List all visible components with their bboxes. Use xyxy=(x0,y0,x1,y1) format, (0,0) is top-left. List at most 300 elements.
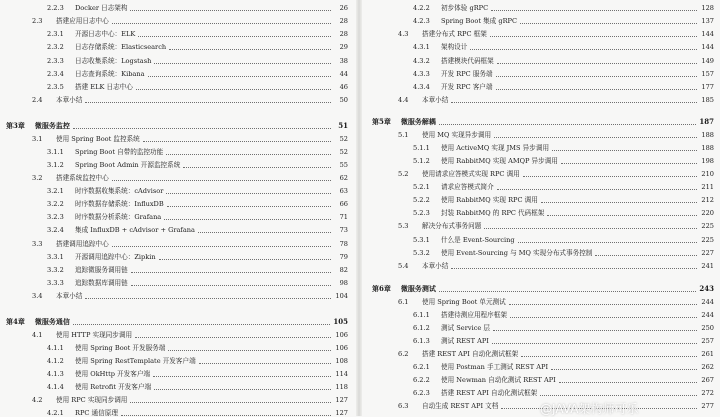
toc-entry-number: 2.3.5 xyxy=(47,83,64,91)
toc-entry-title: 微服务解耦 xyxy=(400,118,436,126)
toc-entry-title: 集成 InfluxDB + cAdvisor + Grafana xyxy=(75,226,195,234)
toc-entry-page: 227 xyxy=(701,249,714,257)
toc-entry-sub xyxy=(6,69,348,79)
toc-entry-section xyxy=(6,395,348,405)
toc-entry-number: 5.1.2 xyxy=(413,157,430,165)
dot-leader xyxy=(136,88,331,90)
toc-entry-number: 4.1.3 xyxy=(47,370,64,378)
toc-entry-page: 28 xyxy=(339,30,348,38)
toc-entry-number: 4.4 xyxy=(398,96,409,104)
toc-entry-number: 4.3.1 xyxy=(413,43,430,51)
toc-entry-page: 38 xyxy=(339,57,348,65)
toc-entry-page: 62 xyxy=(339,174,348,182)
toc-entry-section xyxy=(372,297,714,307)
toc-entry-section xyxy=(372,221,714,231)
toc-entry-page: 50 xyxy=(339,96,348,104)
dot-leader xyxy=(559,381,697,383)
toc-entry-title: 追踪微服务调用链 xyxy=(75,266,128,274)
book-gutter xyxy=(356,0,362,416)
dot-leader xyxy=(540,394,697,396)
toc-entry-number: 3.4 xyxy=(32,292,43,300)
dot-leader xyxy=(164,218,331,220)
toc-entry-title: 开源调用追踪中心：Zipkin xyxy=(75,253,156,261)
toc-entry-section xyxy=(372,261,714,271)
toc-entry-title: 开发 RPC 服务端 xyxy=(441,70,493,78)
toc-entry-sub xyxy=(6,212,348,222)
toc-entry-page: 108 xyxy=(335,357,348,365)
toc-entry-title: 本章小结 xyxy=(422,96,449,104)
dot-leader xyxy=(510,316,697,318)
toc-entry-page: 82 xyxy=(339,266,348,274)
toc-entry-number: 6.1.3 xyxy=(413,337,430,345)
dot-leader xyxy=(520,22,697,24)
toc-entry-title: 什么是 Event-Sourcing xyxy=(441,236,515,244)
toc-entry-page: 106 xyxy=(335,331,348,339)
dot-leader xyxy=(198,231,331,233)
toc-entry-title: Docker 日志架构 xyxy=(75,4,128,12)
toc-entry-number: 3.3.2 xyxy=(47,266,64,274)
toc-entry-number: 5.2.3 xyxy=(413,209,430,217)
dot-leader xyxy=(492,342,697,344)
toc-entry-title: Spring Boot Admin 开源监控系统 xyxy=(75,161,181,169)
dot-leader xyxy=(73,323,331,325)
toc-entry-title: 搭建应用日志中心 xyxy=(56,17,109,25)
toc-entry-page: 211 xyxy=(701,183,714,191)
toc-entry-page: 106 xyxy=(335,344,348,352)
toc-entry-number: 第3章 xyxy=(6,121,25,130)
toc-entry-page: 66 xyxy=(339,200,348,208)
dot-leader xyxy=(154,62,331,64)
toc-entry-page: 29 xyxy=(339,43,348,51)
toc-entry-number: 5.2 xyxy=(398,170,409,178)
toc-entry-page: 262 xyxy=(701,363,714,371)
dot-leader xyxy=(166,192,331,194)
toc-entry-title: 使用请求应答模式实现 RPC 调用 xyxy=(422,170,520,178)
toc-entry-page: 128 xyxy=(701,4,714,12)
toc-entry-sub xyxy=(6,42,348,52)
dot-leader xyxy=(131,284,331,286)
toc-entry-page: 225 xyxy=(701,222,714,230)
toc-entry-page: 144 xyxy=(701,30,714,38)
toc-entry-sub xyxy=(372,16,714,26)
dot-leader xyxy=(168,349,331,351)
toc-entry-page: 272 xyxy=(701,389,714,397)
toc-entry-sub xyxy=(6,186,348,196)
toc-entry-number: 3.3 xyxy=(32,240,43,248)
toc-entry-page: 26 xyxy=(339,4,348,12)
dot-leader xyxy=(166,153,331,155)
toc-entry-page: 79 xyxy=(339,253,348,261)
toc-entry-number: 6.2.1 xyxy=(413,363,430,371)
toc-entry-title: 架构设计 xyxy=(441,43,468,51)
dot-leader xyxy=(183,166,331,168)
toc-entry-number: 2.2.3 xyxy=(47,4,64,12)
toc-entry-chapter xyxy=(6,317,348,327)
toc-entry-number: 3.1.2 xyxy=(47,161,64,169)
dot-leader xyxy=(595,254,697,256)
toc-entry-number: 3.1.1 xyxy=(47,148,64,156)
dot-leader xyxy=(153,375,331,377)
dot-leader xyxy=(523,175,697,177)
toc-entry-sub xyxy=(6,29,348,39)
toc-entry-title: 使用 ActiveMQ 实现 JMS 异步调用 xyxy=(441,144,550,152)
toc-entry-page: 198 xyxy=(701,157,714,165)
toc-entry-sub xyxy=(6,369,348,379)
toc-entry-number: 5.3.2 xyxy=(413,249,430,257)
toc-entry-page: 157 xyxy=(701,70,714,78)
toc-entry-sub xyxy=(6,265,348,275)
dot-leader xyxy=(497,188,697,190)
toc-entry-section xyxy=(6,173,348,183)
toc-entry-section xyxy=(372,29,714,39)
toc-entry-title: 自动生成 REST API 文档 xyxy=(422,402,499,410)
dot-leader xyxy=(521,355,697,357)
toc-entry-number: 第4章 xyxy=(6,317,25,326)
toc-entry-number: 5.1.1 xyxy=(413,144,430,152)
toc-entry-title: 日志查询系统：Kibana xyxy=(75,70,145,78)
toc-entry-title: 时序数据存储系统：InfluxDB xyxy=(75,200,164,208)
toc-entry-page: 257 xyxy=(701,337,714,345)
toc-entry-title: RPC 通信原理 xyxy=(75,409,118,416)
toc-entry-title: 本章小结 xyxy=(56,292,83,300)
toc-entry-title: 搭建调用追踪中心 xyxy=(56,240,109,248)
toc-entry-page: 55 xyxy=(339,161,348,169)
toc-entry-number: 4.3 xyxy=(398,30,409,38)
toc-entry-sub xyxy=(6,408,348,416)
toc-entry-title: 微服务测试 xyxy=(400,285,436,293)
toc-entry-page: 78 xyxy=(339,240,348,248)
dot-leader xyxy=(159,258,331,260)
toc-entry-page: 185 xyxy=(701,96,714,104)
toc-entry-number: 4.3.3 xyxy=(413,70,430,78)
toc-entry-page: 44 xyxy=(339,70,348,78)
toc-entry-title: 测试 Service 层 xyxy=(441,324,490,332)
toc-entry-section xyxy=(6,239,348,249)
toc-entry-number: 4.2 xyxy=(32,396,43,404)
toc-entry-number: 3.2.2 xyxy=(47,200,64,208)
dot-leader xyxy=(73,127,331,129)
toc-entry-number: 2.3 xyxy=(32,17,43,25)
toc-entry-page: 137 xyxy=(701,17,714,25)
toc-entry-sub xyxy=(372,69,714,79)
toc-entry-sub xyxy=(6,343,348,353)
toc-entry-section xyxy=(6,330,348,340)
toc-entry-number: 5.3.1 xyxy=(413,236,430,244)
toc-entry-number: 6.1 xyxy=(398,298,409,306)
dot-leader xyxy=(561,162,697,164)
toc-entry-chapter xyxy=(6,121,348,131)
toc-entry-sub xyxy=(372,388,714,398)
toc-entry-number: 6.2 xyxy=(398,350,409,358)
toc-entry-page: 261 xyxy=(701,350,714,358)
toc-entry-chapter xyxy=(372,284,714,294)
toc-entry-page: 98 xyxy=(339,279,348,287)
toc-entry-number: 6.1.2 xyxy=(413,324,430,332)
toc-entry-page: 188 xyxy=(701,131,714,139)
toc-entry-title: Spring Boot 自带的监控功能 xyxy=(75,148,164,156)
toc-entry-title: 初步体验 gRPC xyxy=(441,4,489,12)
toc-entry-number: 4.1.1 xyxy=(47,344,64,352)
toc-entry-title: 搭建 REST API 自动化测试框架 xyxy=(422,350,519,358)
toc-entry-page: 71 xyxy=(339,213,348,221)
toc-entry-page: 73 xyxy=(339,226,348,234)
toc-entry-title: 本章小结 xyxy=(56,96,83,104)
toc-entry-title: 使用 OkHttp 开发客户端 xyxy=(75,370,151,378)
toc-entry-title: 搭建系统监控中心 xyxy=(56,174,109,182)
dot-leader xyxy=(494,136,697,138)
dot-leader xyxy=(541,201,697,203)
toc-entry-title: 使用 Newman 自动化测试 REST API xyxy=(441,376,556,384)
toc-entry-sub xyxy=(372,195,714,205)
toc-entry-sub xyxy=(6,147,348,157)
toc-entry-title: 使用 Spring Boot 开发服务端 xyxy=(75,344,166,352)
toc-entry-number: 2.4 xyxy=(32,96,43,104)
toc-entry-sub xyxy=(6,225,348,235)
dot-leader xyxy=(148,75,331,77)
dot-leader xyxy=(451,267,697,269)
toc-entry-page: 244 xyxy=(701,311,714,319)
toc-entry-section xyxy=(6,291,348,301)
dot-leader xyxy=(130,401,331,403)
toc-entry-page: 244 xyxy=(701,298,714,306)
toc-entry-title: 使用 Postman 手工测试 REST API xyxy=(441,363,549,371)
toc-entry-page: 127 xyxy=(335,396,348,404)
toc-entry-number: 3.3.1 xyxy=(47,253,64,261)
toc-entry-title: 使用 Spring Boot 监控系统 xyxy=(56,135,140,143)
toc-entry-number: 5.4 xyxy=(398,262,409,270)
toc-entry-title: 测试 REST API xyxy=(441,337,489,345)
toc-entry-sub xyxy=(372,235,714,245)
toc-entry-page: 243 xyxy=(699,284,714,293)
toc-entry-sub xyxy=(6,199,348,209)
dot-leader xyxy=(509,303,697,305)
dot-leader xyxy=(85,101,331,103)
toc-entry-sub xyxy=(6,82,348,92)
toc-entry-page: 46 xyxy=(339,83,348,91)
toc-entry-number: 6.2.2 xyxy=(413,376,430,384)
toc-entry-number: 4.2.1 xyxy=(47,409,64,416)
dot-leader xyxy=(451,101,697,103)
toc-entry-sub xyxy=(372,56,714,66)
toc-entry-sub xyxy=(6,356,348,366)
toc-entry-number: 4.2.2 xyxy=(413,4,430,12)
toc-entry-title: 追踪数据库调用链 xyxy=(75,279,128,287)
toc-entry-sub xyxy=(372,310,714,320)
toc-entry-sub xyxy=(372,42,714,52)
toc-entry-page: 104 xyxy=(335,292,348,300)
toc-entry-number: 3.2.4 xyxy=(47,226,64,234)
toc-entry-number: 5.2.2 xyxy=(413,196,430,204)
toc-entry-number: 2.3.2 xyxy=(47,43,64,51)
toc-entry-number: 第6章 xyxy=(372,284,391,293)
toc-right-page xyxy=(372,0,714,416)
toc-entry-title: 搭建模块代码框架 xyxy=(441,57,494,65)
toc-entry-title: 搭建 REST API 自动化测试框架 xyxy=(441,389,538,397)
toc-entry-sub xyxy=(6,160,348,170)
dot-leader xyxy=(497,62,697,64)
toc-entry-sub xyxy=(372,143,714,153)
toc-entry-title: 本章小结 xyxy=(422,262,449,270)
dot-leader xyxy=(551,368,697,370)
toc-entry-sub xyxy=(372,156,714,166)
toc-left-page xyxy=(6,0,348,416)
toc-entry-title: 解决分布式事务问题 xyxy=(422,222,482,230)
toc-entry-number: 3.2 xyxy=(32,174,43,182)
dot-leader xyxy=(439,290,697,292)
toc-entry-number: 6.2.3 xyxy=(413,389,430,397)
toc-entry-section xyxy=(372,130,714,140)
toc-entry-page: 277 xyxy=(701,402,714,410)
toc-entry-sub xyxy=(6,382,348,392)
dot-leader xyxy=(138,35,331,37)
toc-entry-page: 28 xyxy=(339,17,348,25)
dot-leader xyxy=(169,48,331,50)
toc-entry-page: 187 xyxy=(699,117,714,126)
toc-entry-number: 3.2.1 xyxy=(47,187,64,195)
toc-entry-number: 4.3.4 xyxy=(413,83,430,91)
dot-leader xyxy=(470,48,697,50)
toc-entry-title: 使用 Spring RestTemplate 开发客户端 xyxy=(75,357,196,365)
toc-entry-title: 使用 HTTP 实现同步调用 xyxy=(56,331,133,339)
toc-entry-title: 微服务监控 xyxy=(34,122,70,130)
dot-leader xyxy=(491,9,697,11)
toc-entry-section xyxy=(372,169,714,179)
toc-entry-page: 241 xyxy=(701,262,714,270)
toc-entry-section xyxy=(372,349,714,359)
toc-entry-page: 225 xyxy=(701,236,714,244)
toc-entry-title: 时序数据收集系统：cAdvisor xyxy=(75,187,164,195)
toc-entry-title: 开源日志中心：ELK xyxy=(75,30,136,38)
toc-entry-number: 4.1.4 xyxy=(47,383,64,391)
dot-leader xyxy=(490,35,697,37)
dot-leader xyxy=(496,88,697,90)
toc-entry-sub xyxy=(372,182,714,192)
toc-entry-page: 52 xyxy=(339,148,348,156)
dot-leader xyxy=(135,336,331,338)
toc-entry-number: 3.2.3 xyxy=(47,213,64,221)
dot-leader xyxy=(85,297,331,299)
toc-entry-section xyxy=(372,95,714,105)
toc-entry-page: 118 xyxy=(335,383,348,391)
dot-leader xyxy=(552,149,697,151)
toc-entry-chapter xyxy=(372,117,714,127)
toc-entry-sub xyxy=(6,252,348,262)
toc-entry-sub xyxy=(372,82,714,92)
dot-leader xyxy=(131,271,331,273)
dot-leader xyxy=(167,205,331,207)
toc-entry-sub xyxy=(372,248,714,258)
toc-entry-number: 4.1 xyxy=(32,331,43,339)
toc-entry-title: 使用 Spring Boot 单元测试 xyxy=(422,298,506,306)
toc-entry-title: 使用 MQ 实现异步调用 xyxy=(422,131,492,139)
dot-leader xyxy=(154,388,331,390)
toc-entry-page: 63 xyxy=(339,187,348,195)
toc-entry-sub xyxy=(372,3,714,13)
toc-entry-sub xyxy=(6,56,348,66)
toc-entry-title: 使用 RabbitMQ 实现 RPC 调用 xyxy=(441,196,538,204)
toc-entry-number: 3.1 xyxy=(32,135,43,143)
toc-entry-sub xyxy=(372,375,714,385)
dot-leader xyxy=(112,22,331,24)
toc-entry-title: 搭建分布式 RPC 框架 xyxy=(422,30,487,38)
toc-entry-title: 使用 Retrofit 开发客户端 xyxy=(75,383,152,391)
toc-entry-sub xyxy=(372,323,714,333)
dot-leader xyxy=(112,179,331,181)
toc-entry-page: 267 xyxy=(701,376,714,384)
toc-entry-page: 177 xyxy=(701,83,714,91)
dot-leader xyxy=(547,214,697,216)
toc-entry-title: 日志收集系统：Logstash xyxy=(75,57,152,65)
dot-leader xyxy=(112,245,331,247)
dot-leader xyxy=(484,227,697,229)
toc-entry-title: Spring Boot 集成 gRPC xyxy=(441,17,518,25)
toc-entry-number: 5.1 xyxy=(398,131,409,139)
toc-entry-sub xyxy=(372,336,714,346)
dot-leader xyxy=(518,241,697,243)
toc-entry-number: 4.1.2 xyxy=(47,357,64,365)
toc-entry-sub xyxy=(6,278,348,288)
toc-entry-number: 3.3.3 xyxy=(47,279,64,287)
toc-entry-number: 5.3 xyxy=(398,222,409,230)
dot-leader xyxy=(439,123,697,125)
toc-entry-title: 开发 RPC 客户端 xyxy=(441,83,493,91)
toc-entry-page: 127 xyxy=(335,409,348,416)
toc-entry-number: 5.2.1 xyxy=(413,183,430,191)
toc-entry-page: 51 xyxy=(338,121,348,130)
dot-leader xyxy=(130,9,331,11)
toc-entry-number: 6.3 xyxy=(398,402,409,410)
toc-entry-number: 2.3.4 xyxy=(47,70,64,78)
toc-entry-title: 使用 Event-Sourcing 与 MQ 实现分布式事务控制 xyxy=(441,249,593,257)
toc-entry-sub xyxy=(6,3,348,13)
toc-entry-section xyxy=(6,134,348,144)
toc-entry-page: 114 xyxy=(335,370,348,378)
dot-leader xyxy=(199,362,331,364)
toc-entry-title: 微服务通信 xyxy=(34,318,70,326)
toc-entry-title: 使用 RabbitMQ 实现 AMQP 异步调用 xyxy=(441,157,558,165)
toc-entry-page: 105 xyxy=(333,317,348,326)
toc-entry-page: 220 xyxy=(701,209,714,217)
toc-entry-number: 第5章 xyxy=(372,117,391,126)
toc-entry-page: 52 xyxy=(339,135,348,143)
toc-entry-number: 4.2.3 xyxy=(413,17,430,25)
toc-entry-title: 搭建待测应用程序框架 xyxy=(441,311,507,319)
toc-entry-page: 144 xyxy=(701,43,714,51)
toc-entry-title: 封装 RabbitMQ 的 RPC 代码框架 xyxy=(441,209,545,217)
toc-entry-title: 时序数据分析系统：Grafana xyxy=(75,213,162,221)
watermark: @JAVA架构师可乐 xyxy=(540,402,639,416)
toc-entry-number: 2.3.3 xyxy=(47,57,64,65)
dot-leader xyxy=(143,140,331,142)
toc-entry-page: 210 xyxy=(701,170,714,178)
toc-entry-page: 212 xyxy=(701,196,714,204)
toc-entry-title: 日志存储系统：Elasticsearch xyxy=(75,43,167,51)
toc-entry-sub xyxy=(372,208,714,218)
toc-entry-page: 149 xyxy=(701,57,714,65)
toc-entry-page: 250 xyxy=(701,324,714,332)
toc-entry-number: 6.1.1 xyxy=(413,311,430,319)
toc-entry-title: 搭建 ELK 日志中心 xyxy=(75,83,133,91)
toc-entry-title: 请求应答模式简介 xyxy=(441,183,494,191)
toc-entry-title: 使用 RPC 实现同步调用 xyxy=(56,396,128,404)
toc-entry-section xyxy=(6,95,348,105)
toc-entry-number: 4.3.2 xyxy=(413,57,430,65)
dot-leader xyxy=(496,75,697,77)
toc-entry-sub xyxy=(372,362,714,372)
toc-entry-section xyxy=(6,16,348,26)
toc-entry-page: 188 xyxy=(701,144,714,152)
toc-entry-number: 2.3.1 xyxy=(47,30,64,38)
